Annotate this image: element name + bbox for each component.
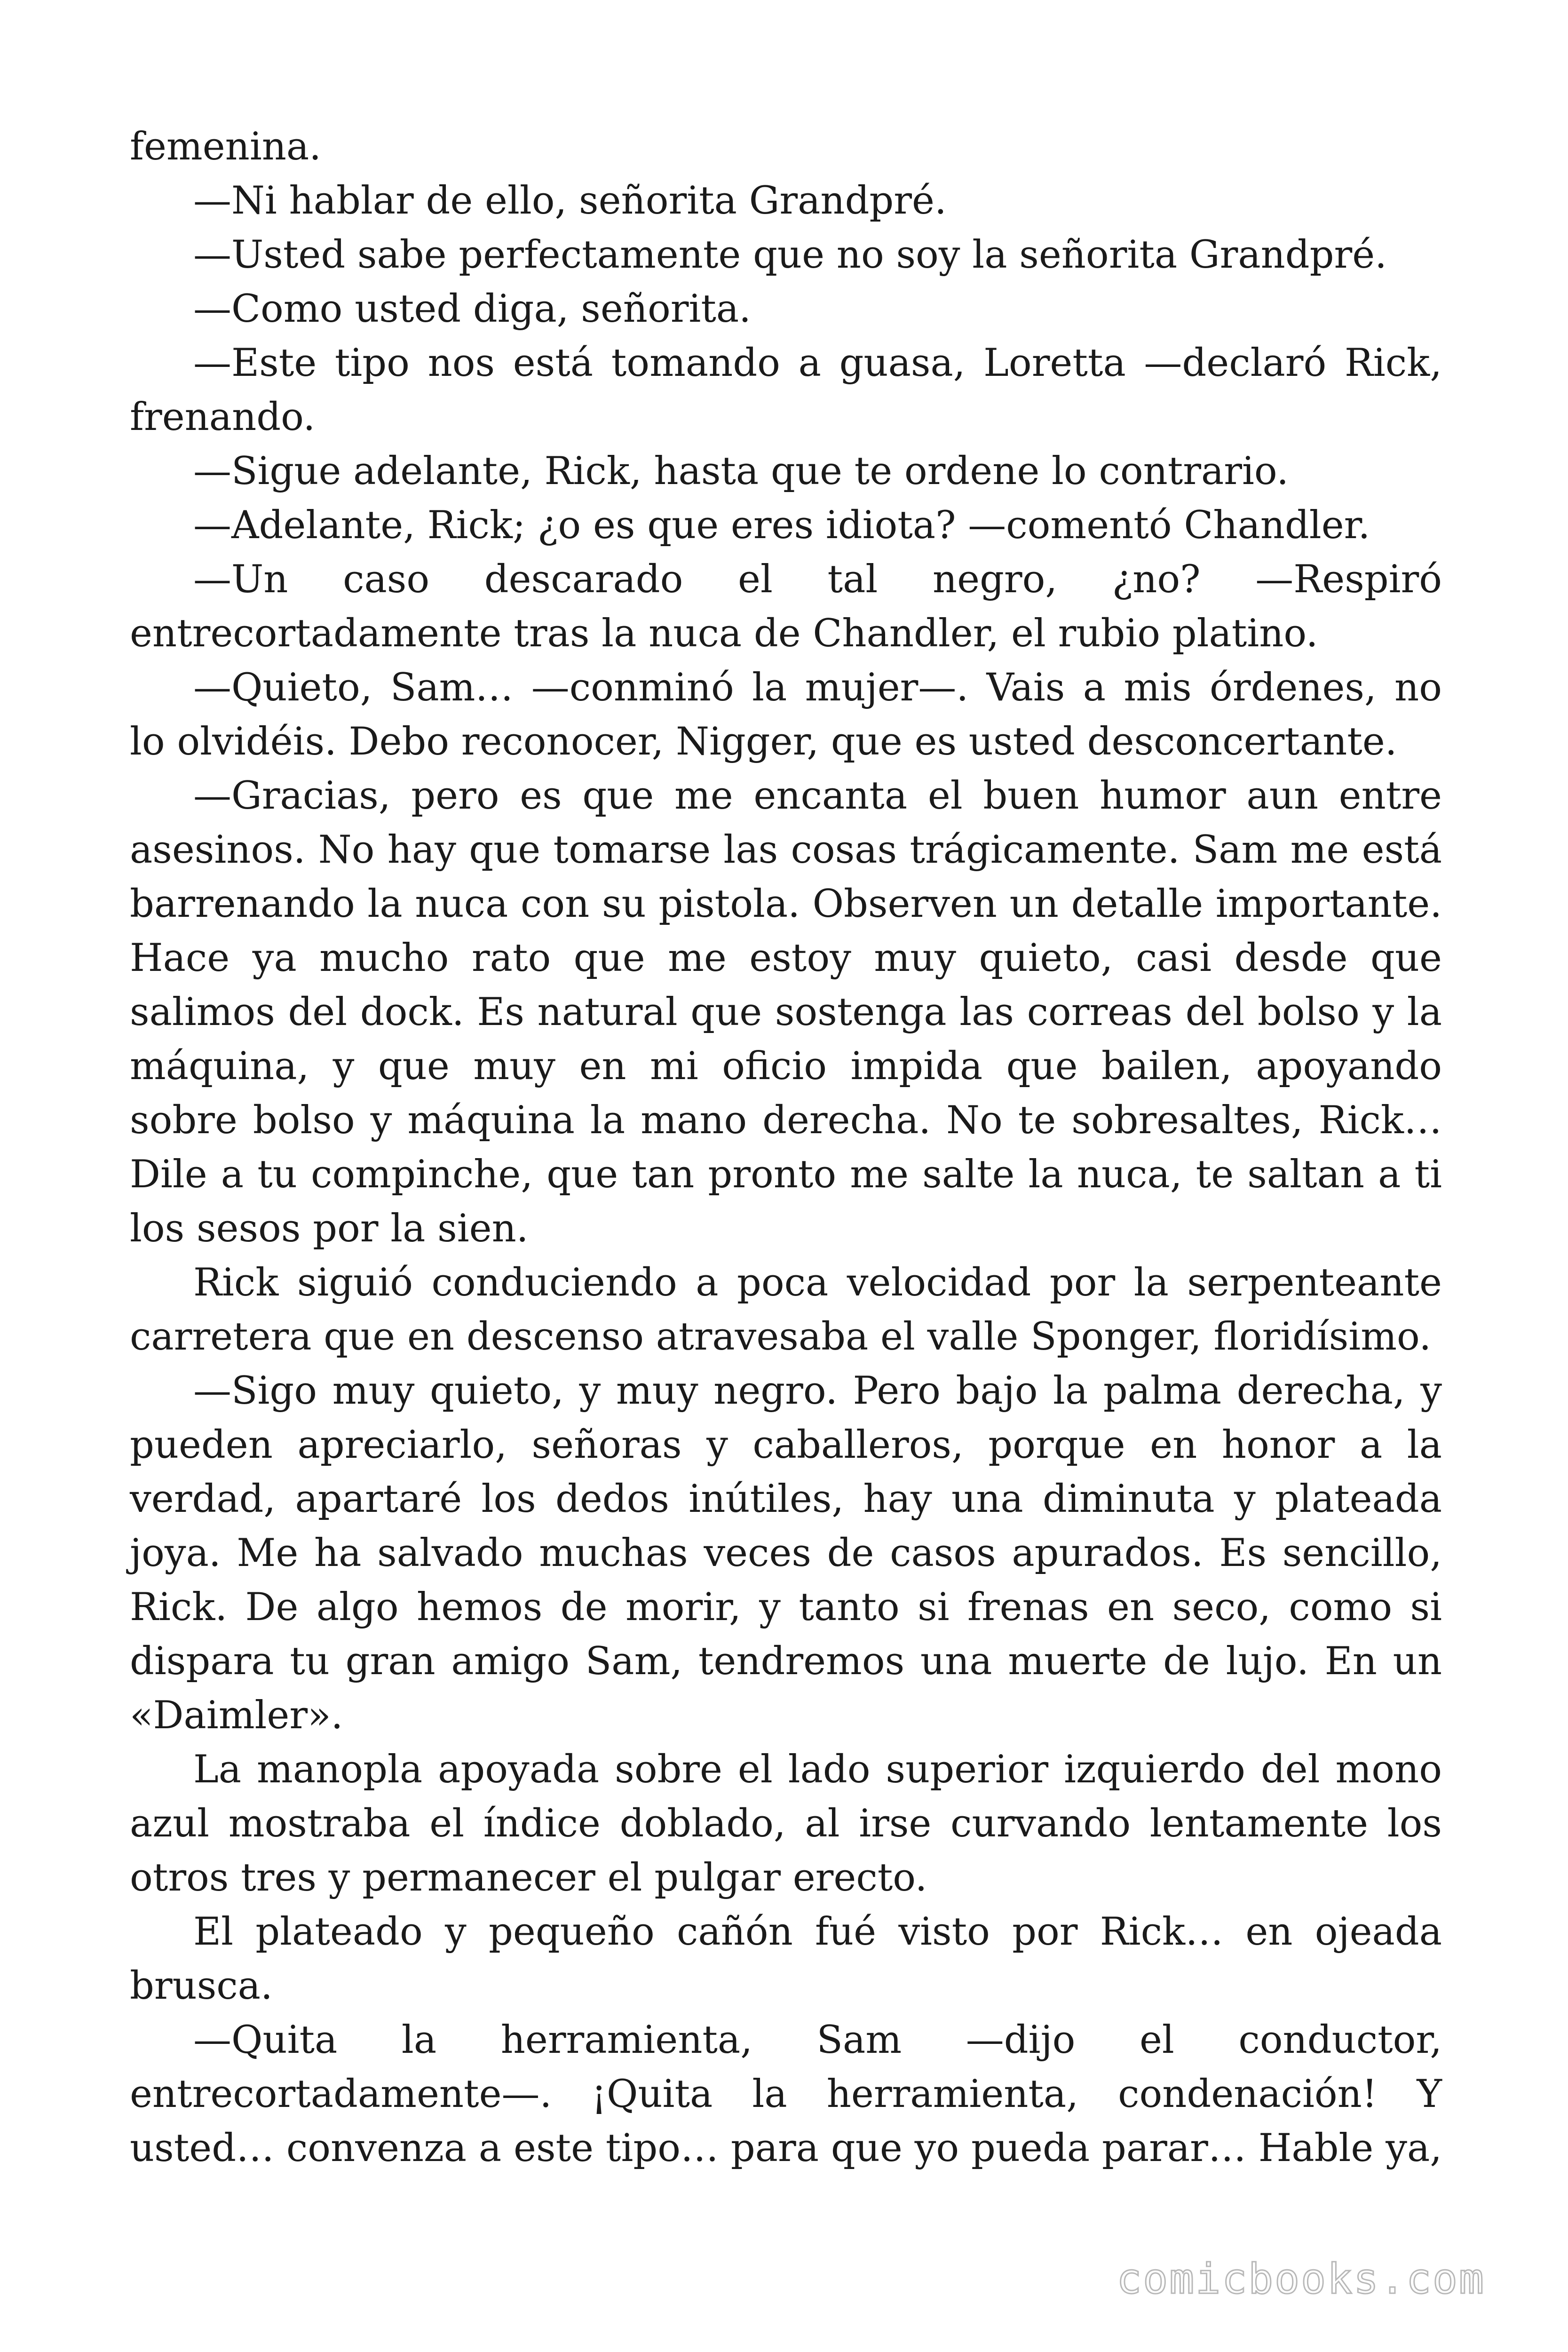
text-line: «Daimler». xyxy=(130,1693,343,1738)
text-line: salimos del dock. Es natural que sostenga las correas del bolso y la xyxy=(130,990,1442,1034)
text-line: Dile a tu compinche, que tan pronto me salte la nuca, te saltan a ti xyxy=(130,1152,1442,1197)
text-line: joya. Me ha salvado muchas veces de casos apurados. Es sencillo, xyxy=(130,1531,1442,1575)
text-line: sobre bolso y máquina la mano derecha. No te sobresaltes, Rick… xyxy=(130,1098,1442,1143)
text-line: usted… convenza a este tipo… para que yo pueda parar… Hable ya, xyxy=(130,2126,1442,2170)
text-line: —Este tipo nos está tomando a guasa, Loretta —declaró Rick, xyxy=(193,341,1442,385)
text-line: La manopla apoyada sobre el lado superior izquierdo del mono xyxy=(193,1748,1442,1792)
text-line: Rick siguió conduciendo a poca velocidad por la serpenteante xyxy=(193,1261,1442,1305)
text-line: —Quita la herramienta, Sam —dijo el conductor, xyxy=(193,2018,1442,2062)
text-line: barrenando la nuca con su pistola. Observen un detalle importante. xyxy=(130,882,1442,926)
text-line: azul mostraba el índice doblado, al irse curvando lentamente los xyxy=(130,1802,1442,1846)
text-line: El plateado y pequeño cañón fué visto por Rick… en ojeada xyxy=(193,1910,1442,1954)
text-line: carretera que en descenso atravesaba el valle Sponger, floridísimo. xyxy=(130,1315,1432,1359)
text-line: entrecortadamente—. ¡Quita la herramienta, condenación! Y xyxy=(130,2072,1442,2116)
text-line: —Como usted diga, señorita. xyxy=(193,287,751,331)
text-line: lo olvidéis. Debo reconocer, Nigger, que es usted desconcertante. xyxy=(130,720,1397,764)
text-line: asesinos. No hay que tomarse las cosas trágicamente. Sam me está xyxy=(130,828,1442,872)
text-line: otros tres y permanecer el pulgar erecto. xyxy=(130,1856,927,1900)
text-line: Rick. De algo hemos de morir, y tanto si frenas en seco, como si xyxy=(130,1585,1442,1629)
text-line: —Gracias, pero es que me encanta el buen humor aun entre xyxy=(193,774,1442,818)
watermark: comicbooks.com xyxy=(1117,2255,1485,2303)
text-line: dispara tu gran amigo Sam, tendremos una muerte de lujo. En un xyxy=(130,1639,1442,1684)
text-line: los sesos por la sien. xyxy=(130,1207,529,1251)
text-line: —Un caso descarado el tal negro, ¿no? —Respiró xyxy=(193,557,1442,602)
text-line: —Sigo muy quieto, y muy negro. Pero bajo la palma derecha, y xyxy=(193,1369,1442,1413)
text-line: —Adelante, Rick; ¿o es que eres idiota? —comentó Chandler. xyxy=(193,503,1370,548)
text-line: máquina, y que muy en mi oficio impida que bailen, apoyando xyxy=(130,1044,1442,1089)
page-text-body xyxy=(130,120,1442,2176)
text-line: femenina. xyxy=(130,125,321,169)
text-line: pueden apreciarlo, señoras y caballeros, porque en honor a la xyxy=(130,1423,1442,1467)
text-line: —Ni hablar de ello, señorita Grandpré. xyxy=(193,179,947,223)
text-line: —Sigue adelante, Rick, hasta que te ordene lo contrario. xyxy=(193,449,1289,493)
text-line: —Quieto, Sam… —conminó la mujer—. Vais a mis órdenes, no xyxy=(193,666,1442,710)
text-line: brusca. xyxy=(130,1964,273,2008)
text-line: —Usted sabe perfectamente que no soy la señorita Grandpré. xyxy=(193,233,1387,277)
text-line: verdad, apartaré los dedos inútiles, hay una diminuta y plateada xyxy=(130,1477,1442,1521)
text-line: Hace ya mucho rato que me estoy muy quieto, casi desde que xyxy=(130,936,1442,980)
text-line: frenando. xyxy=(130,395,316,439)
text-line: entrecortadamente tras la nuca de Chandler, el rubio platino. xyxy=(130,612,1318,656)
